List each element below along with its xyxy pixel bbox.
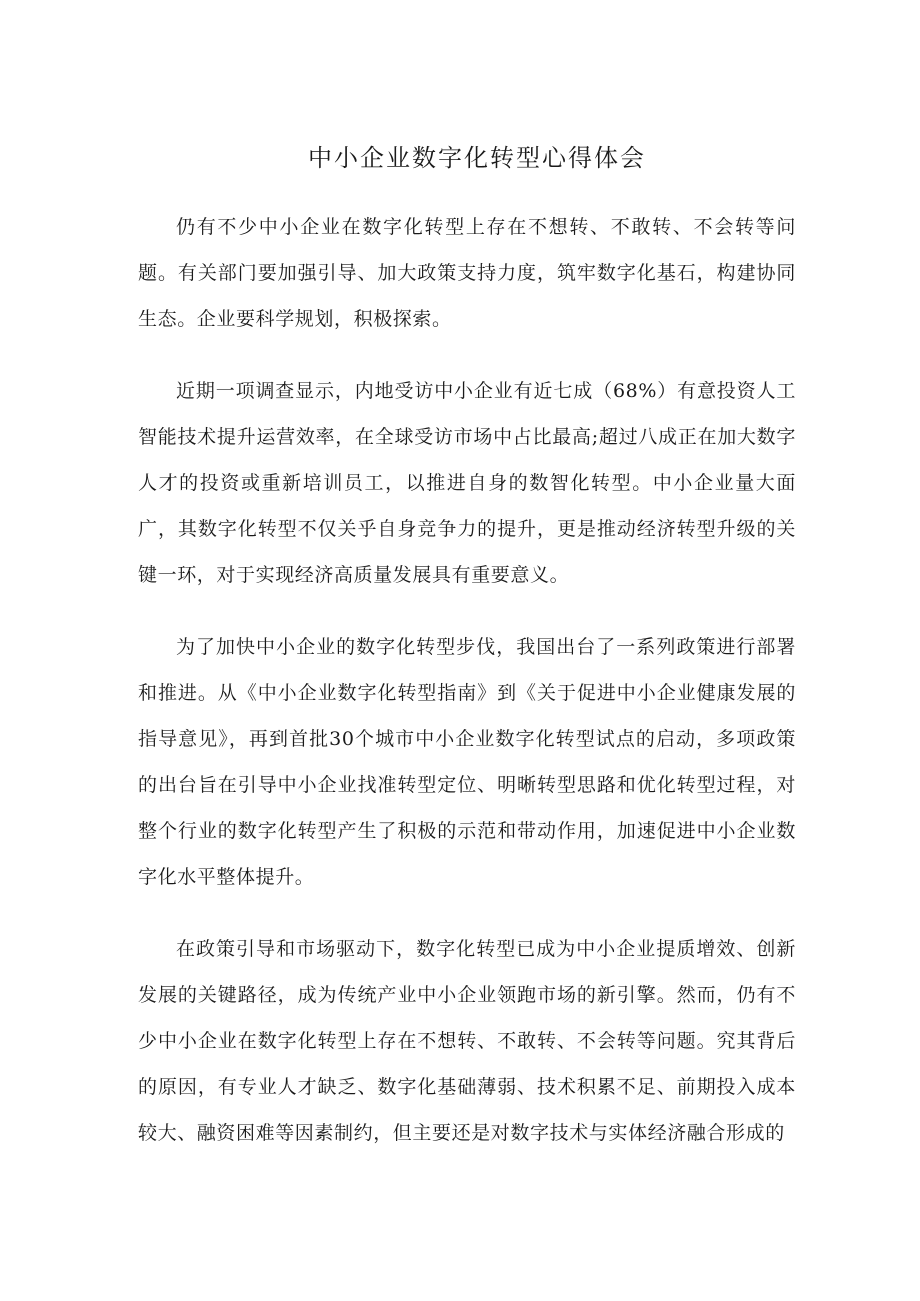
paragraph-4: 在政策引导和市场驱动下，数字化转型已成为中小企业提质增效、创新发展的关键路径，成为传统产业中小企业领跑市场的新引擎。然而，仍有不少中小企业在数字化转型上存在不想转、不敢转、不会转等问题。究其背后的原因，有专业人才缺乏、数字化基础薄弱、技术积累不足、前期投入成本较大、融资困难等因素制约，但主要还是对数字技术与实体经济融合形成的 xyxy=(138,938,796,1144)
document-title: 中小企业数字化转型心得体会 xyxy=(308,144,646,172)
paragraph-3: 为了加快中小企业的数字化转型步伐，我国出台了一系列政策进行部署和推进。从《中小企业数字化转型指南》到《关于促进中小企业健康发展的指导意见》，再到首批30个城市中小企业数字化转型试点的启动，多项政策的出台旨在引导中小企业找准转型定位、明晰转型思路和优化转型过程，对整个行业的数字化转型产生了积极的示范和带动作用，加速促进中小企业数字化水平整体提升。 xyxy=(138,636,796,888)
paragraph-2: 近期一项调查显示，内地受访中小企业有近七成（68%）有意投资人工智能技术提升运营效率，在全球受访市场中占比最高;超过八成正在加大数字人才的投资或重新培训员工，以推进自身的数智化转型。中小企业量大面广，其数字化转型不仅关乎自身竞争力的提升，更是推动经济转型升级的关键一环，对于实现经济高质量发展具有重要意义。 xyxy=(138,380,796,586)
paragraph-1: 仍有不少中小企业在数字化转型上存在不想转、不敢转、不会转等问题。有关部门要加强引导、加大政策支持力度，筑牢数字化基石，构建协同生态。企业要科学规划，积极探索。 xyxy=(138,216,796,330)
